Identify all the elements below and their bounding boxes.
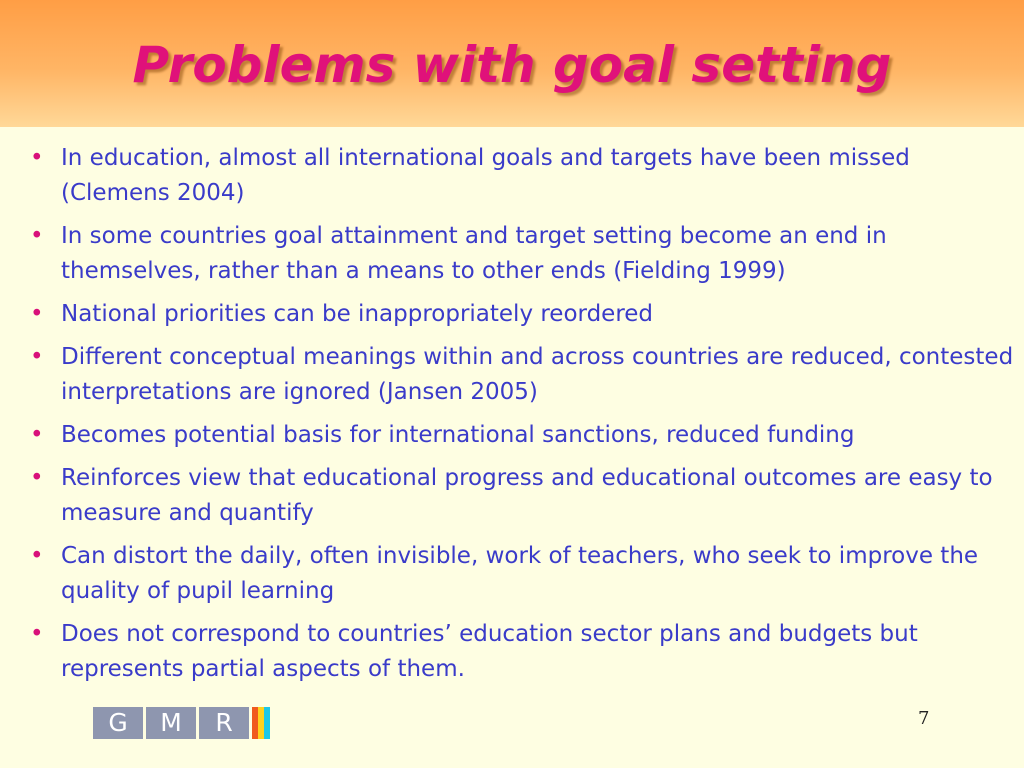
bullet-item: [30, 141, 1015, 211]
bullet-dot-icon: •: [30, 223, 44, 249]
slide-title: Problems with goal setting: [132, 36, 892, 94]
bullet-item: [30, 539, 1015, 609]
bullet-item: [30, 340, 1015, 410]
bullet-item: [30, 297, 1015, 332]
bullet-item: [30, 418, 1015, 453]
bullet-dot-icon: •: [30, 465, 44, 491]
bullet-dot-icon: •: [30, 422, 44, 448]
bullet-dot-icon: •: [30, 344, 44, 370]
bullet-item: [30, 617, 1015, 687]
bullet-text: Can distort the daily, often invisible, work of teachers, who seek to improve the quality of pupil learning: [61, 543, 979, 604]
bullet-text: In some countries goal attainment and target setting become an end in themselves, rather than a means to other ends (Fielding 1999): [61, 223, 887, 284]
page-number: 7: [918, 708, 930, 729]
gmr-logo: [93, 707, 270, 739]
bullet-text: National priorities can be inappropriately reordered: [61, 301, 654, 327]
bullet-list: [30, 141, 1015, 695]
bullet-text: Does not correspond to countries’ education sector plans and budgets but represents partial aspects of them.: [61, 621, 918, 682]
bullet-dot-icon: •: [30, 301, 44, 327]
logo-letter-m: M: [146, 707, 196, 739]
bullet-item: [30, 219, 1015, 289]
bullet-dot-icon: •: [30, 621, 44, 647]
logo-letter-g: G: [93, 707, 143, 739]
bullet-dot-icon: •: [30, 145, 44, 171]
bullet-text: Different conceptual meanings within and across countries are reduced, contested interpretations are ignored (Jansen 2005): [61, 344, 1014, 405]
bullet-text: In education, almost all international goals and targets have been missed (Clemens 2004): [61, 145, 910, 206]
bullet-text: Reinforces view that educational progress and educational outcomes are easy to measure and quantify: [61, 465, 993, 526]
logo-stripe-cyan: [264, 707, 270, 739]
bullet-item: [30, 461, 1015, 531]
bullet-dot-icon: •: [30, 543, 44, 569]
title-header-band: [0, 0, 1024, 127]
logo-letter-r: R: [199, 707, 249, 739]
bullet-text: Becomes potential basis for international sanctions, reduced funding: [61, 422, 855, 448]
